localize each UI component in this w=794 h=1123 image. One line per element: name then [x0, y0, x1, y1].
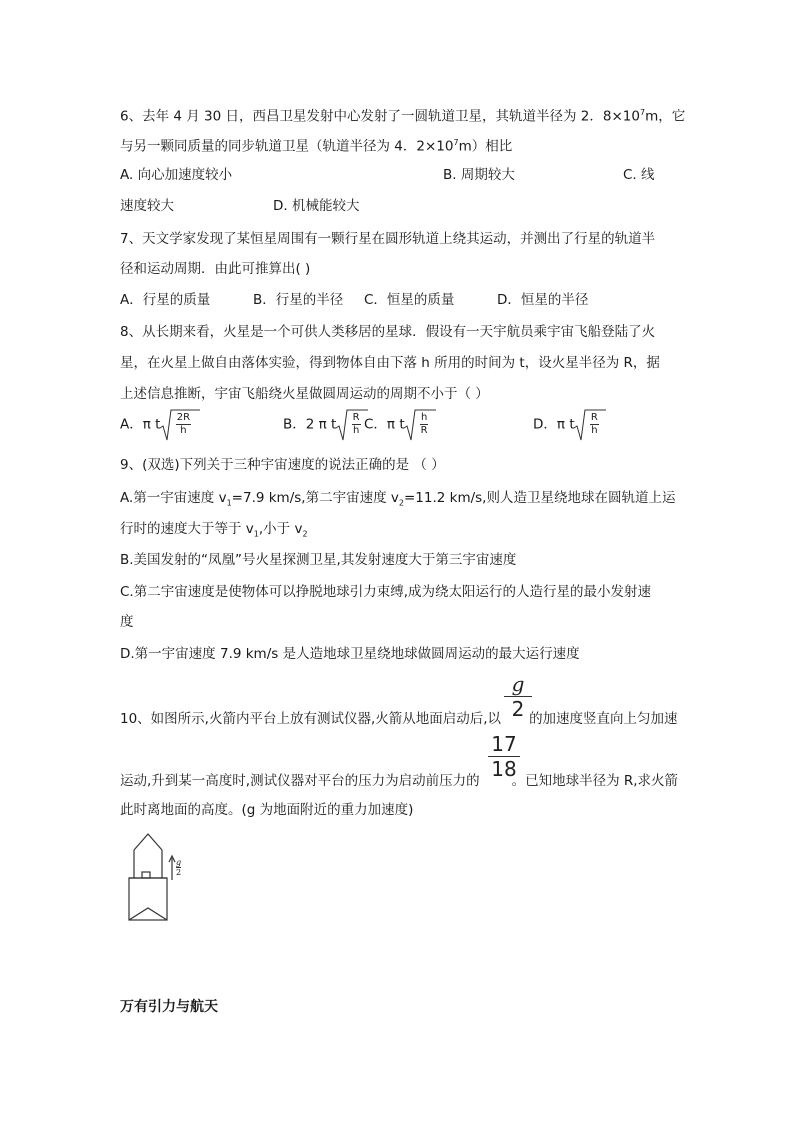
q9-option-c-line1: C.第二宇宙速度是使物体可以挣脱地球引力束缚,成为绕太阳运行的人造行星的最小发射速 — [120, 584, 652, 600]
q8-option-b: B．2 π t $\frac{R}{h}$ — [283, 412, 363, 437]
q9-option-c-line2: 度 — [120, 614, 134, 630]
rocket-diagram — [126, 830, 206, 926]
sqrt-icon: $\frac{R}{h}$ — [344, 412, 363, 437]
q7-option-d: D．恒星的半径 — [497, 292, 589, 308]
fraction-17-over-18: 17 18 — [488, 732, 520, 781]
q10-line1: 10、如图所示,火箭内平台上放有测试仪器,火箭从地面启动后,以 的加速度竖直向上匀加速 — [120, 711, 678, 727]
q9-line1: 9、(双选)下列关于三种宇宙速度的说法正确的是 （ ） — [120, 457, 445, 473]
rocket-icon — [126, 830, 206, 926]
section-title: 万有引力与航天 — [120, 999, 218, 1015]
q8-option-d: D．π t $\frac{R}{h}$ — [533, 412, 601, 437]
q6-option-b: B. 周期较大 — [443, 167, 515, 183]
sqrt-icon: $\frac{R}{h}$ — [582, 412, 601, 437]
figure-acceleration-label: g 2 — [176, 858, 182, 877]
fraction-g-over-2: g 2 — [504, 672, 532, 721]
q7-option-b: B．行星的半径 — [253, 292, 344, 308]
q7-option-a: A．行星的质量 — [120, 292, 211, 308]
q8-option-c: C．π t $\frac{h}{R}$ — [364, 412, 430, 437]
q8-line2: 星，在火星上做自由落体实验，得到物体自由下落 h 所用的时间为 t，设火星半径为 R，据 — [120, 355, 660, 371]
q7-option-c: C．恒星的质量 — [364, 292, 455, 308]
q9-option-d: D.第一宇宙速度 7.9 km/s 是人造地球卫星绕地球做圆周运动的最大运行速度 — [120, 646, 580, 662]
q7-line2: 径和运动周期．由此可推算出( ) — [120, 261, 311, 277]
q6-line1: 6、去年 4 月 30 日，西昌卫星发射中心发射了一圆轨道卫星，其轨道半径为 2．$8\times 10^7m$，它 — [120, 108, 686, 125]
q6-option-d: D. 机械能较大 — [273, 198, 360, 214]
q10-line3: 此时离地面的高度。(g 为地面附近的重力加速度) — [120, 802, 414, 818]
q10-line2: 运动,升到某一高度时,测试仪器对平台的压力为启动前压力的 。已知地球半径为 R,求火箭 — [120, 773, 679, 789]
q6-line4: 速度较大 — [120, 198, 174, 214]
q9-option-a-line2: 行时的速度大于等于 $v_1$,小于 $v_2$ — [120, 521, 308, 539]
q8-line3: 上述信息推断，宇宙飞船绕火星做圆周运动的周期不小于（ ） — [120, 386, 489, 402]
q6-line2: 与另一颗同质量的同步轨道卫星（轨道半径为 4．$2\times 10^7m$）相比 — [120, 138, 513, 155]
q9-option-a-line1: A.第一宇宙速度 $v_1=7.9$ km/s,第二宇宙速度 $v_2=11.2$ km/s,则人造卫星绕地球在圆轨道上运 — [120, 490, 676, 508]
sqrt-icon: $\frac{2R}{h}$ — [168, 412, 193, 437]
sqrt-icon: $\frac{h}{R}$ — [412, 412, 430, 437]
q7-line1: 7、天文学家发现了某恒星周围有一颗行星在圆形轨道上绕其运动，并测出了行星的轨道半 — [120, 231, 656, 247]
q6-option-a: A. 向心加速度较小 — [120, 167, 233, 183]
q8-line1: 8、从长期来看，火星是一个可供人类移居的星球．假设有一天宇航员乘宇宙飞船登陆了火 — [120, 324, 656, 340]
q8-option-a: A．π t $\frac{2R}{h}$ — [120, 412, 193, 437]
q6-option-c: C. 线 — [623, 167, 655, 183]
q9-option-b: B.美国发射的“凤凰”号火星探测卫星,其发射速度大于第三宇宙速度 — [120, 552, 517, 568]
